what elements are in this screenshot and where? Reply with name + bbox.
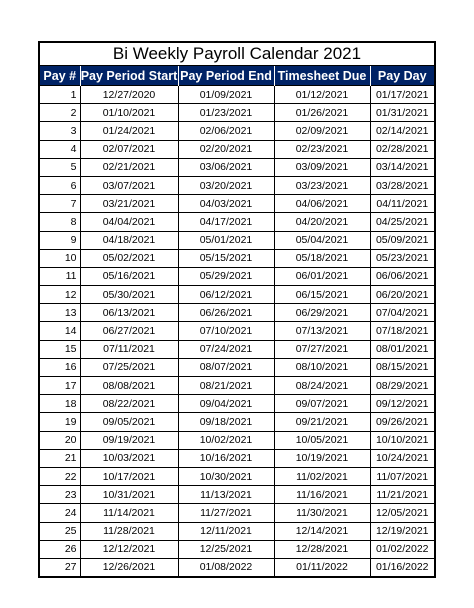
pay-period-end-cell: 08/21/2021 bbox=[178, 377, 274, 395]
pay-period-end-cell: 06/12/2021 bbox=[178, 286, 274, 304]
timesheet-due-cell: 03/09/2021 bbox=[274, 158, 370, 176]
pay-period-end-cell: 07/24/2021 bbox=[178, 340, 274, 358]
timesheet-due-cell: 06/29/2021 bbox=[274, 304, 370, 322]
pay-period-start-cell: 12/12/2021 bbox=[80, 540, 178, 558]
pay-period-end-cell: 04/03/2021 bbox=[178, 195, 274, 213]
timesheet-due-cell: 01/26/2021 bbox=[274, 104, 370, 122]
table-row bbox=[40, 540, 434, 558]
pay-day-cell: 04/11/2021 bbox=[370, 195, 434, 213]
pay-period-start-cell: 10/17/2021 bbox=[80, 467, 178, 485]
pay-period-start-cell: 12/27/2020 bbox=[80, 86, 178, 104]
timesheet-due-cell: 10/19/2021 bbox=[274, 449, 370, 467]
pay-period-start-cell: 05/30/2021 bbox=[80, 286, 178, 304]
payroll-table bbox=[40, 66, 434, 576]
timesheet-due-cell: 07/27/2021 bbox=[274, 340, 370, 358]
pay-day-cell: 06/06/2021 bbox=[370, 267, 434, 285]
pay-number-cell: 1 bbox=[40, 86, 80, 104]
pay-period-start-cell: 05/02/2021 bbox=[80, 249, 178, 267]
pay-number-cell: 4 bbox=[40, 140, 80, 158]
table-row bbox=[40, 176, 434, 194]
table-row bbox=[40, 504, 434, 522]
pay-day-cell: 08/15/2021 bbox=[370, 358, 434, 376]
header-row bbox=[40, 66, 434, 86]
pay-period-end-cell: 10/02/2021 bbox=[178, 431, 274, 449]
table-row bbox=[40, 304, 434, 322]
pay-period-start-cell: 10/31/2021 bbox=[80, 486, 178, 504]
pay-period-start-cell: 12/26/2021 bbox=[80, 558, 178, 576]
pay-day-cell: 11/07/2021 bbox=[370, 467, 434, 485]
pay-period-start-cell: 06/13/2021 bbox=[80, 304, 178, 322]
header-pay-day: Pay Day bbox=[370, 66, 434, 86]
pay-day-cell: 08/29/2021 bbox=[370, 377, 434, 395]
pay-number-cell: 20 bbox=[40, 431, 80, 449]
header-pay-period-end: Pay Period End bbox=[178, 66, 274, 86]
pay-period-start-cell: 04/04/2021 bbox=[80, 213, 178, 231]
table-row bbox=[40, 213, 434, 231]
pay-day-cell: 12/19/2021 bbox=[370, 522, 434, 540]
timesheet-due-cell: 01/11/2022 bbox=[274, 558, 370, 576]
pay-period-end-cell: 10/30/2021 bbox=[178, 467, 274, 485]
timesheet-due-cell: 04/20/2021 bbox=[274, 213, 370, 231]
pay-period-start-cell: 11/14/2021 bbox=[80, 504, 178, 522]
pay-period-end-cell: 01/08/2022 bbox=[178, 558, 274, 576]
pay-period-end-cell: 05/29/2021 bbox=[178, 267, 274, 285]
timesheet-due-cell: 12/14/2021 bbox=[274, 522, 370, 540]
pay-day-cell: 02/28/2021 bbox=[370, 140, 434, 158]
pay-period-start-cell: 01/10/2021 bbox=[80, 104, 178, 122]
table-row bbox=[40, 249, 434, 267]
pay-number-cell: 25 bbox=[40, 522, 80, 540]
pay-number-cell: 24 bbox=[40, 504, 80, 522]
pay-number-cell: 5 bbox=[40, 158, 80, 176]
table-body bbox=[40, 86, 434, 577]
table-row bbox=[40, 140, 434, 158]
pay-period-end-cell: 05/01/2021 bbox=[178, 231, 274, 249]
pay-number-cell: 8 bbox=[40, 213, 80, 231]
pay-day-cell: 07/04/2021 bbox=[370, 304, 434, 322]
pay-number-cell: 7 bbox=[40, 195, 80, 213]
pay-period-start-cell: 11/28/2021 bbox=[80, 522, 178, 540]
pay-period-start-cell: 07/11/2021 bbox=[80, 340, 178, 358]
pay-period-start-cell: 10/03/2021 bbox=[80, 449, 178, 467]
pay-period-start-cell: 05/16/2021 bbox=[80, 267, 178, 285]
payroll-calendar-sheet bbox=[38, 41, 436, 578]
pay-number-cell: 14 bbox=[40, 322, 80, 340]
pay-period-end-cell: 01/09/2021 bbox=[178, 86, 274, 104]
table-row bbox=[40, 86, 434, 104]
table-row bbox=[40, 358, 434, 376]
timesheet-due-cell: 06/15/2021 bbox=[274, 286, 370, 304]
timesheet-due-cell: 03/23/2021 bbox=[274, 176, 370, 194]
pay-number-cell: 27 bbox=[40, 558, 80, 576]
pay-period-start-cell: 02/21/2021 bbox=[80, 158, 178, 176]
timesheet-due-cell: 07/13/2021 bbox=[274, 322, 370, 340]
pay-period-end-cell: 07/10/2021 bbox=[178, 322, 274, 340]
timesheet-due-cell: 09/21/2021 bbox=[274, 413, 370, 431]
pay-number-cell: 16 bbox=[40, 358, 80, 376]
pay-day-cell: 10/24/2021 bbox=[370, 449, 434, 467]
table-row bbox=[40, 522, 434, 540]
timesheet-due-cell: 11/16/2021 bbox=[274, 486, 370, 504]
table-row bbox=[40, 395, 434, 413]
table-row bbox=[40, 413, 434, 431]
table-row bbox=[40, 104, 434, 122]
pay-number-cell: 17 bbox=[40, 377, 80, 395]
pay-day-cell: 11/21/2021 bbox=[370, 486, 434, 504]
calendar-title: Bi Weekly Payroll Calendar 2021 bbox=[40, 43, 434, 66]
table-row bbox=[40, 158, 434, 176]
pay-period-end-cell: 03/06/2021 bbox=[178, 158, 274, 176]
pay-period-start-cell: 02/07/2021 bbox=[80, 140, 178, 158]
pay-period-start-cell: 03/21/2021 bbox=[80, 195, 178, 213]
pay-day-cell: 01/31/2021 bbox=[370, 104, 434, 122]
pay-period-end-cell: 02/20/2021 bbox=[178, 140, 274, 158]
pay-period-start-cell: 08/22/2021 bbox=[80, 395, 178, 413]
pay-period-end-cell: 02/06/2021 bbox=[178, 122, 274, 140]
pay-period-end-cell: 09/18/2021 bbox=[178, 413, 274, 431]
pay-number-cell: 6 bbox=[40, 176, 80, 194]
pay-period-start-cell: 09/05/2021 bbox=[80, 413, 178, 431]
pay-number-cell: 12 bbox=[40, 286, 80, 304]
pay-number-cell: 15 bbox=[40, 340, 80, 358]
table-row bbox=[40, 486, 434, 504]
pay-day-cell: 12/05/2021 bbox=[370, 504, 434, 522]
pay-day-cell: 10/10/2021 bbox=[370, 431, 434, 449]
pay-number-cell: 26 bbox=[40, 540, 80, 558]
pay-period-start-cell: 06/27/2021 bbox=[80, 322, 178, 340]
pay-day-cell: 05/23/2021 bbox=[370, 249, 434, 267]
pay-number-cell: 10 bbox=[40, 249, 80, 267]
table-row bbox=[40, 449, 434, 467]
pay-period-end-cell: 06/26/2021 bbox=[178, 304, 274, 322]
timesheet-due-cell: 05/18/2021 bbox=[274, 249, 370, 267]
timesheet-due-cell: 04/06/2021 bbox=[274, 195, 370, 213]
timesheet-due-cell: 09/07/2021 bbox=[274, 395, 370, 413]
pay-number-cell: 18 bbox=[40, 395, 80, 413]
table-row bbox=[40, 377, 434, 395]
pay-period-end-cell: 12/25/2021 bbox=[178, 540, 274, 558]
pay-day-cell: 08/01/2021 bbox=[370, 340, 434, 358]
timesheet-due-cell: 02/23/2021 bbox=[274, 140, 370, 158]
pay-number-cell: 23 bbox=[40, 486, 80, 504]
pay-period-end-cell: 10/16/2021 bbox=[178, 449, 274, 467]
pay-period-end-cell: 09/04/2021 bbox=[178, 395, 274, 413]
pay-number-cell: 11 bbox=[40, 267, 80, 285]
pay-day-cell: 07/18/2021 bbox=[370, 322, 434, 340]
timesheet-due-cell: 01/12/2021 bbox=[274, 86, 370, 104]
pay-number-cell: 19 bbox=[40, 413, 80, 431]
pay-number-cell: 22 bbox=[40, 467, 80, 485]
pay-period-start-cell: 08/08/2021 bbox=[80, 377, 178, 395]
table-row bbox=[40, 431, 434, 449]
pay-period-end-cell: 03/20/2021 bbox=[178, 176, 274, 194]
pay-period-start-cell: 01/24/2021 bbox=[80, 122, 178, 140]
timesheet-due-cell: 05/04/2021 bbox=[274, 231, 370, 249]
pay-day-cell: 05/09/2021 bbox=[370, 231, 434, 249]
timesheet-due-cell: 08/10/2021 bbox=[274, 358, 370, 376]
pay-day-cell: 01/16/2022 bbox=[370, 558, 434, 576]
pay-period-end-cell: 11/27/2021 bbox=[178, 504, 274, 522]
timesheet-due-cell: 10/05/2021 bbox=[274, 431, 370, 449]
table-row bbox=[40, 322, 434, 340]
pay-day-cell: 09/12/2021 bbox=[370, 395, 434, 413]
timesheet-due-cell: 06/01/2021 bbox=[274, 267, 370, 285]
table-row bbox=[40, 195, 434, 213]
pay-number-cell: 3 bbox=[40, 122, 80, 140]
pay-day-cell: 04/25/2021 bbox=[370, 213, 434, 231]
table-row bbox=[40, 267, 434, 285]
pay-period-end-cell: 04/17/2021 bbox=[178, 213, 274, 231]
timesheet-due-cell: 11/02/2021 bbox=[274, 467, 370, 485]
pay-day-cell: 03/14/2021 bbox=[370, 158, 434, 176]
pay-period-end-cell: 12/11/2021 bbox=[178, 522, 274, 540]
table-row bbox=[40, 340, 434, 358]
timesheet-due-cell: 02/09/2021 bbox=[274, 122, 370, 140]
pay-period-end-cell: 11/13/2021 bbox=[178, 486, 274, 504]
pay-day-cell: 02/14/2021 bbox=[370, 122, 434, 140]
table-row bbox=[40, 558, 434, 576]
pay-number-cell: 13 bbox=[40, 304, 80, 322]
header-pay-number: Pay # bbox=[40, 66, 80, 86]
pay-number-cell: 21 bbox=[40, 449, 80, 467]
table-row bbox=[40, 467, 434, 485]
pay-period-end-cell: 05/15/2021 bbox=[178, 249, 274, 267]
table-row bbox=[40, 286, 434, 304]
header-pay-period-start: Pay Period Start bbox=[80, 66, 178, 86]
pay-day-cell: 01/17/2021 bbox=[370, 86, 434, 104]
pay-period-start-cell: 07/25/2021 bbox=[80, 358, 178, 376]
table-row bbox=[40, 231, 434, 249]
pay-number-cell: 9 bbox=[40, 231, 80, 249]
table-row bbox=[40, 122, 434, 140]
pay-day-cell: 03/28/2021 bbox=[370, 176, 434, 194]
pay-period-end-cell: 08/07/2021 bbox=[178, 358, 274, 376]
pay-day-cell: 01/02/2022 bbox=[370, 540, 434, 558]
pay-day-cell: 06/20/2021 bbox=[370, 286, 434, 304]
pay-number-cell: 2 bbox=[40, 104, 80, 122]
pay-period-start-cell: 03/07/2021 bbox=[80, 176, 178, 194]
timesheet-due-cell: 12/28/2021 bbox=[274, 540, 370, 558]
pay-period-start-cell: 04/18/2021 bbox=[80, 231, 178, 249]
pay-day-cell: 09/26/2021 bbox=[370, 413, 434, 431]
pay-period-end-cell: 01/23/2021 bbox=[178, 104, 274, 122]
timesheet-due-cell: 11/30/2021 bbox=[274, 504, 370, 522]
pay-period-start-cell: 09/19/2021 bbox=[80, 431, 178, 449]
header-timesheet-due: Timesheet Due bbox=[274, 66, 370, 86]
timesheet-due-cell: 08/24/2021 bbox=[274, 377, 370, 395]
